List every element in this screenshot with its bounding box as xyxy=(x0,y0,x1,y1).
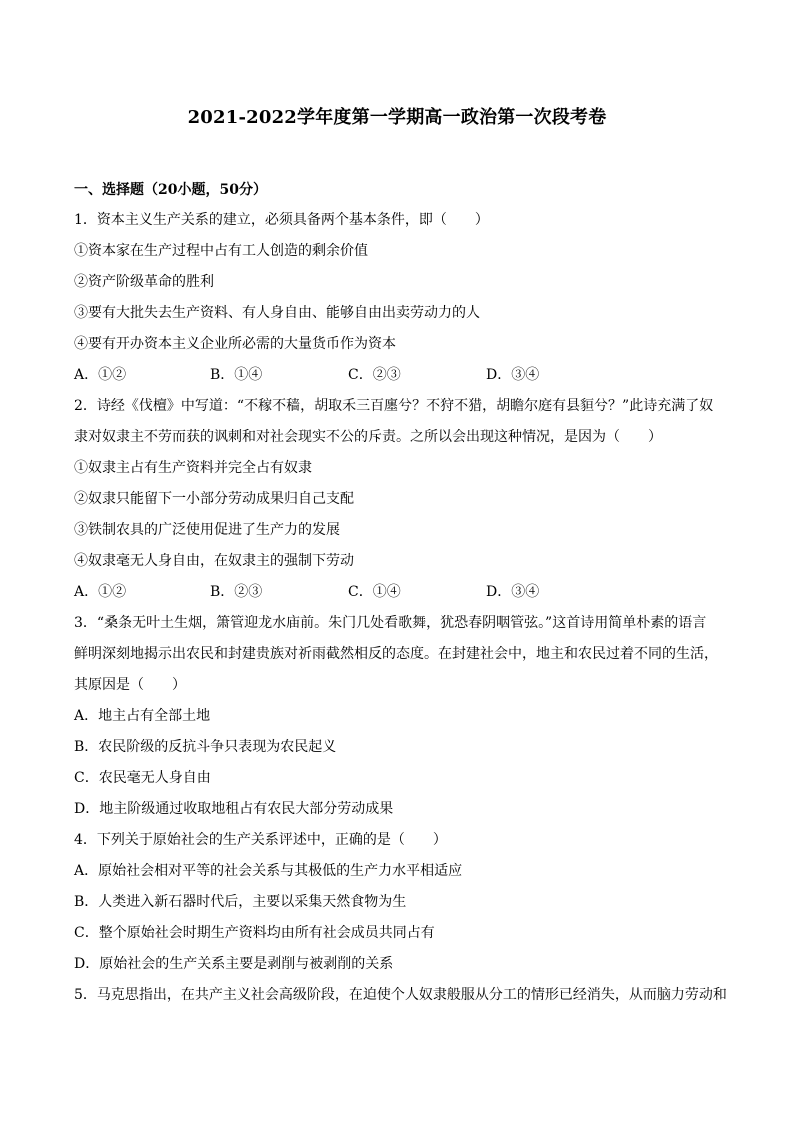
question-1-item-2: ②资产阶级革命的胜利 xyxy=(74,274,214,290)
question-1-option-d: D．③④ xyxy=(486,367,540,383)
question-2-item-3: ③铁制农具的广泛使用促进了生产力的发展 xyxy=(74,522,340,538)
question-4 xyxy=(74,825,730,980)
question-4-choice-d: D．原始社会的生产关系主要是剥削与被剥削的关系 xyxy=(74,956,394,972)
page-title: 2021-2022学年度第一学期高一政治第一次段考卷 xyxy=(187,107,607,128)
question-1 xyxy=(74,205,730,391)
question-3-choice-a: A．地主占有全部土地 xyxy=(74,708,211,724)
question-3-choice-d: D．地主阶级通过收取地租占有农民大部分劳动成果 xyxy=(74,801,394,817)
section-heading: 一、选择题（20小题，50分） xyxy=(74,182,267,198)
question-3-choice-c: C．农民毫无人身自由 xyxy=(74,770,211,786)
question-1-item-1: ①资本家在生产过程中占有工人创造的剩余价值 xyxy=(74,243,368,259)
question-4-choice-a: A．原始社会相对平等的社会关系与其极低的生产力水平相适应 xyxy=(74,863,463,879)
question-2 xyxy=(74,391,730,608)
question-2-options xyxy=(74,577,730,608)
question-4-choice-b: B．人类进入新石器时代后，主要以采集天然食物为生 xyxy=(74,894,407,910)
question-2-item-2: ②奴隶只能留下一小部分劳动成果归自己支配 xyxy=(74,491,354,507)
question-2-option-c: C．①④ xyxy=(348,584,401,600)
question-2-option-a: A．①② xyxy=(74,584,127,600)
question-2-item-1: ①奴隶主占有生产资料并完全占有奴隶 xyxy=(74,460,312,476)
question-4-choice-c: C．整个原始社会时期生产资料均由所有社会成员共同占有 xyxy=(74,925,435,941)
question-2-stem-line-2: 隶对奴隶主不劳而获的讽刺和对社会现实不公的斥责。之所以会出现这种情况，是因为（ ） xyxy=(74,429,662,445)
question-3 xyxy=(74,608,730,825)
question-3-stem-line-2: 鲜明深刻地揭示出农民和封建贵族对祈雨截然相反的态度。在封建社会中，地主和农民过着不同的生活， xyxy=(74,646,718,662)
question-5-stem-line-1: 5．马克思指出，在共产主义社会高级阶段，在迫使个人奴隶般服从分工的情形已经消失，从而脑力劳动和 xyxy=(74,987,727,1003)
question-1-option-a: A．①② xyxy=(74,367,127,383)
question-1-item-3: ③要有大批失去生产资料、有人身自由、能够自由出卖劳动力的人 xyxy=(74,305,480,321)
question-2-option-b: B．②③ xyxy=(210,584,263,600)
question-3-choice-b: B．农民阶级的反抗斗争只表现为农民起义 xyxy=(74,739,337,755)
question-1-item-4: ④要有开办资本主义企业所必需的大量货币作为资本 xyxy=(74,336,396,352)
question-3-stem-line-1: 3．“桑条无叶土生烟，箫管迎龙水庙前。朱门几处看歌舞，犹恐春阴咽管弦。”这首诗用简单朴素的语言 xyxy=(74,615,707,631)
question-1-option-c: C．②③ xyxy=(348,367,401,383)
question-5 xyxy=(74,980,730,1011)
question-4-stem: 4．下列关于原始社会的生产关系评述中，正确的是（ ） xyxy=(74,832,447,848)
question-1-option-b: B．①④ xyxy=(210,367,263,383)
question-1-stem: 1．资本主义生产关系的建立，必须具备两个基本条件，即（ ） xyxy=(74,212,489,228)
question-2-option-d: D．③④ xyxy=(486,584,540,600)
question-3-stem-line-3: 其原因是（ ） xyxy=(74,677,186,693)
question-1-options xyxy=(74,360,730,391)
question-2-item-4: ④奴隶毫无人身自由，在奴隶主的强制下劳动 xyxy=(74,553,354,569)
question-list xyxy=(74,205,730,1011)
question-2-stem-line-1: 2．诗经《伐檀》中写道：“不稼不穑，胡取禾三百廛兮？不狩不猎，胡瞻尔庭有县貆兮？”此诗充满了奴 xyxy=(74,398,714,414)
